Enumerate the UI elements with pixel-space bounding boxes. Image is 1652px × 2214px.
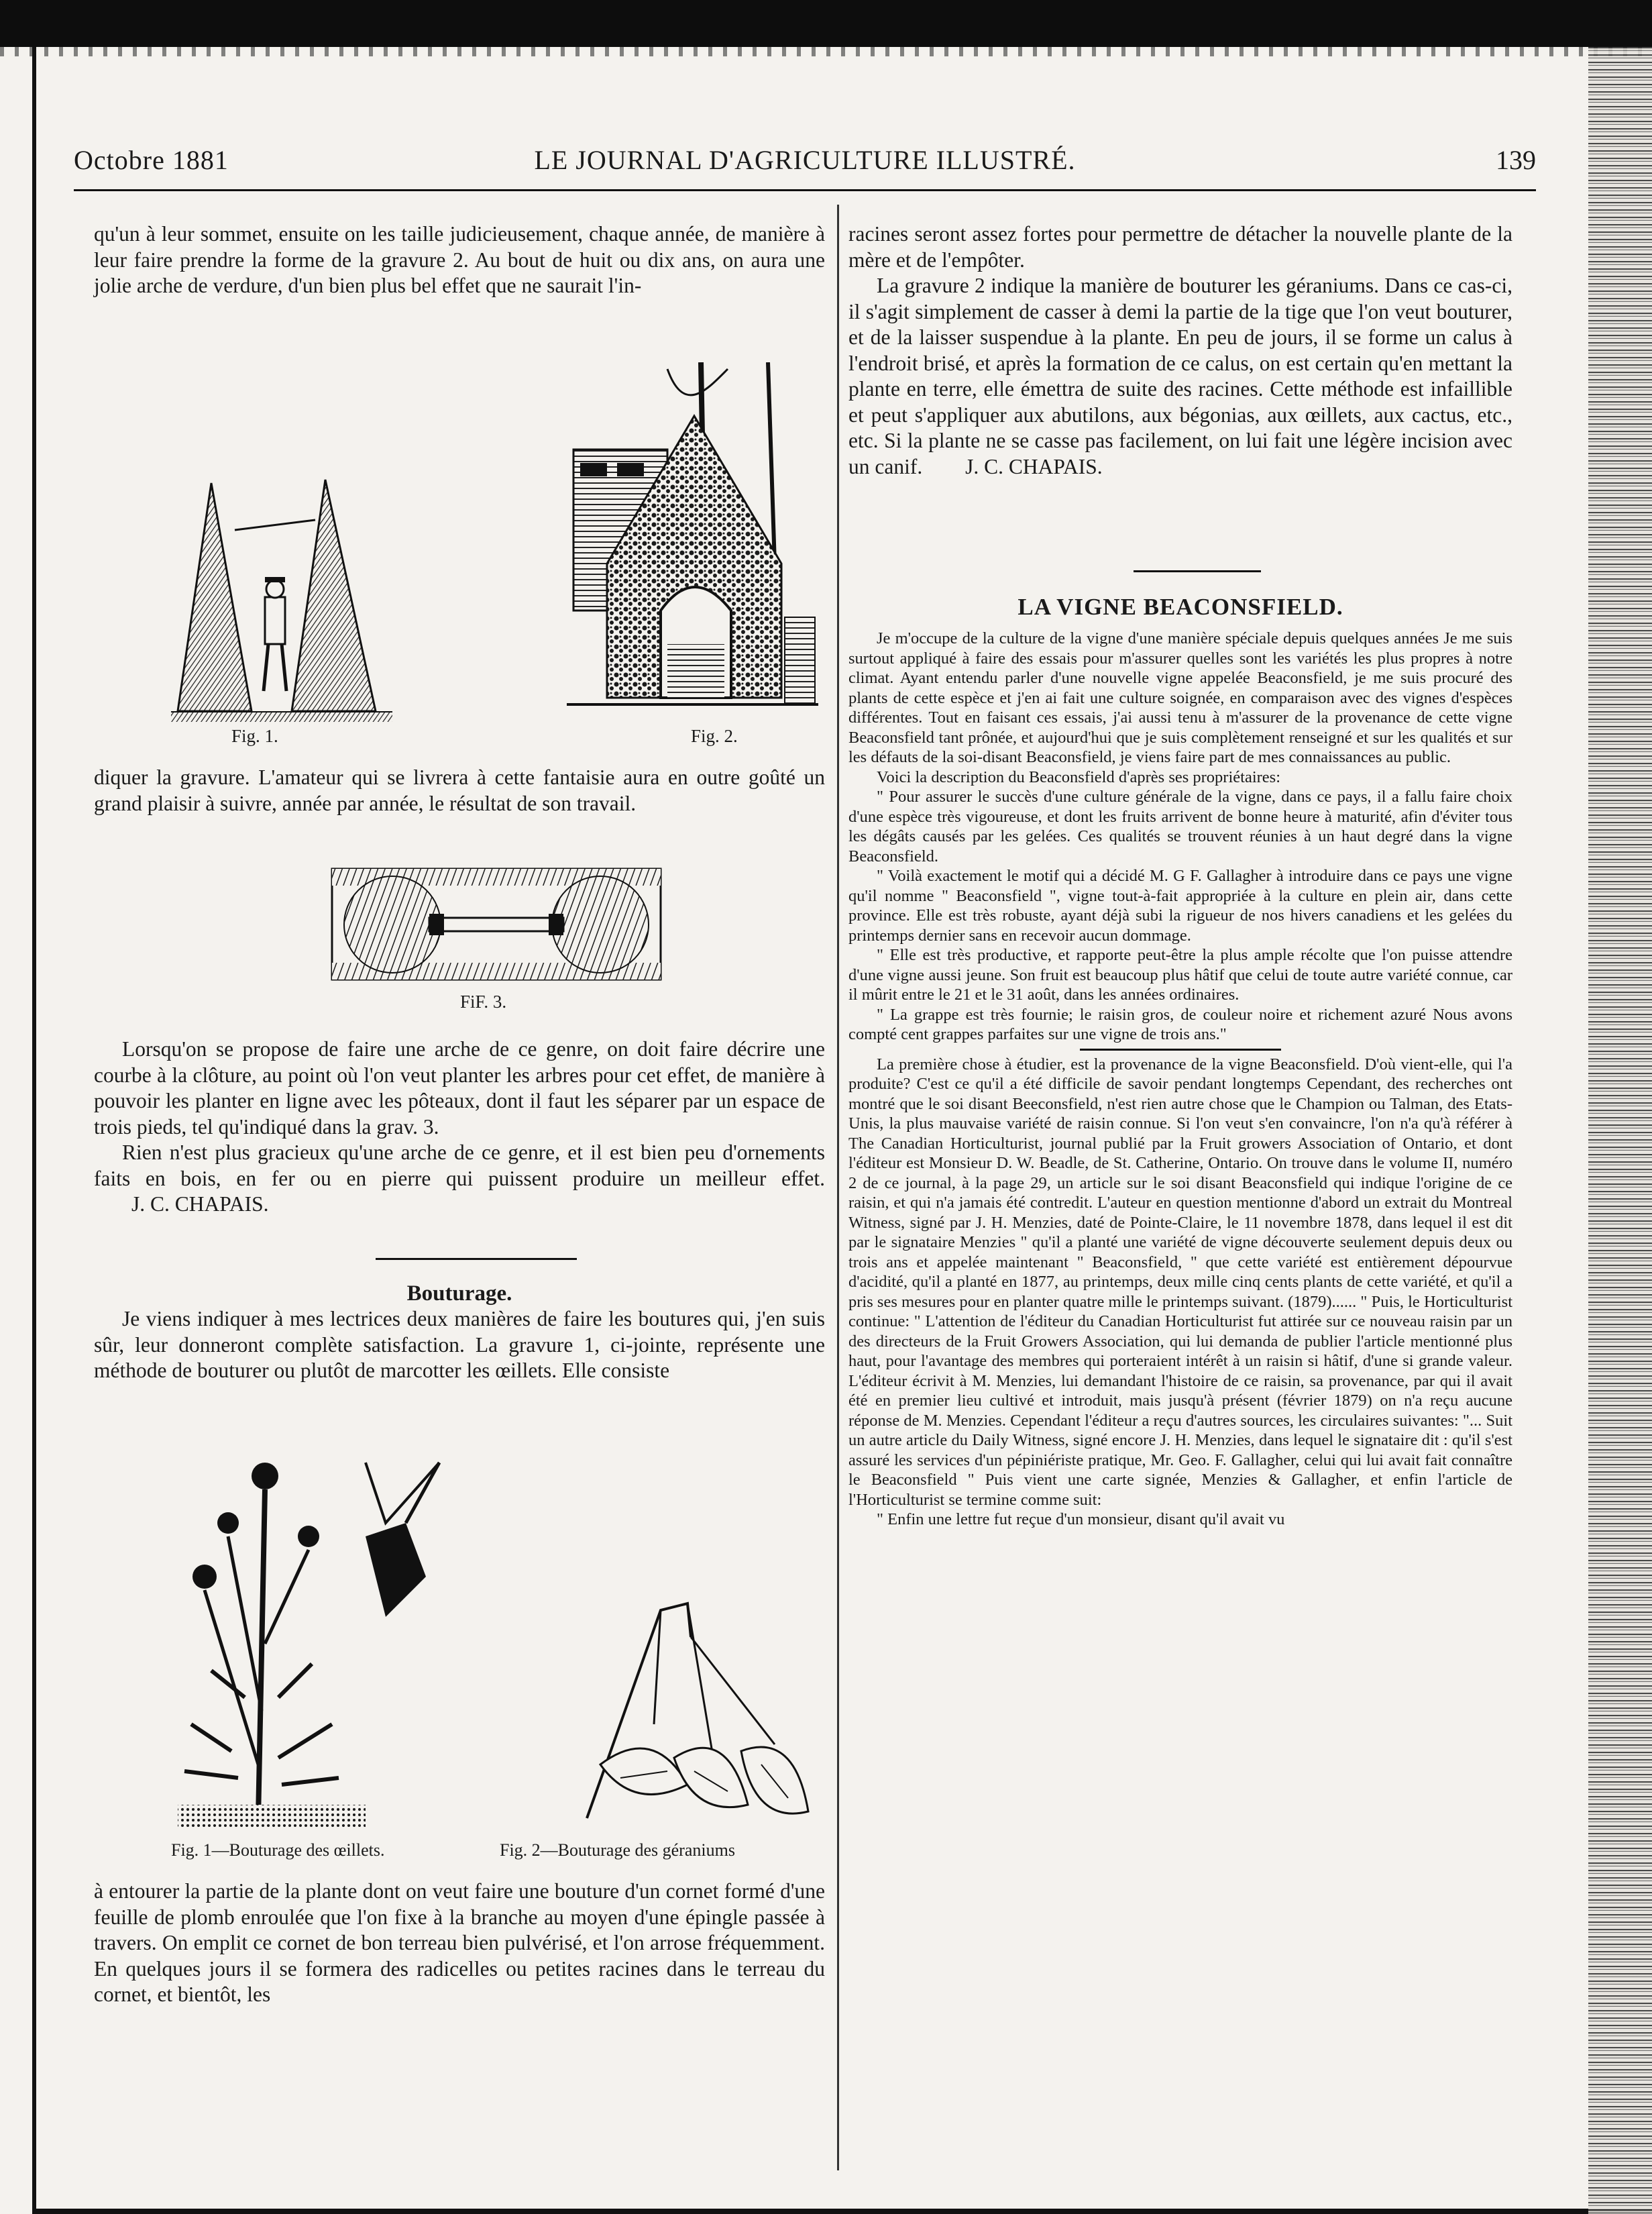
- signature-chapais-2: J. C. CHAPAIS.: [965, 454, 1103, 478]
- journal-title: LE JOURNAL D'AGRICULTURE ILLUSTRÉ.: [534, 145, 1076, 175]
- geranium-paragraph: La gravure 2 indique la manière de bouturer les géraniums. Dans ce cas-ci, il s'agit simplement de casser à demi la partie de la tige que l'on veut bouturer, et de la laisser suspendue à la plante. En peu de jours, il se forme un calus à l'endroit brisé, et après la formation de ce calus, on est certain qu'en mettant la plante en terre, elle émettra de suite des racines. Cette méthode est infaillible et peut s'appliquer aux abutilons, aux bégonias, aux œillets, aux cactus, etc., etc. Si la plante ne se casse pas facilement, on lui fait une légère incision avec un canif.: [848, 274, 1512, 478]
- vigne-paragraph-4: " Voilà exactement le motif qui a décidé M. G F. Gallagher à introduire dans ce pays une vigne qu'il nomme " Beaconsfield ", vigne tout-à-fait appropriée à la culture en plein air, dans cette province. Elle est très robuste, ayant déjà subi la rigueur de nos hivers canadiens et les gelées du printemps dernier sans en recevoir aucun dommage.: [848, 867, 1512, 945]
- section-rule-1: [376, 1258, 577, 1260]
- vigne-paragraph-7: La première chose à étudier, est la provenance de la vigne Beaconsfield. D'où vient-elle, qui l'a produite? C'est ce qu'il a été difficile de savoir pendant longtemps Cependant, des recherches ont montré que le soi disant Beeconsfield, n'est rien autre chose que le Champion ou Talman, des Etats-Unis, la plus mauvaise variété de raisin connue. Si l'on veut s'en convaincre, l'on n'a qu'à référer à The Canadian Horticulturist, journal publié par la Fruit growers Association of Ontario, et dont l'éditeur est Monsieur D. W. Beadle, de St. Catherine, Ontario. On trouve dans le volume II, numéro 2 de ce journal, à la page 29, un article sur le soi disant Beaconsfield qui indique l'origine de ce raisin, et qui n'a jamais été contredit. L'auteur en question mentionne d'abord un extrait du Montreal Witness, signé par J. H. Menzies, daté de Pointe-Claire, le 11 novembre 1878, dans lequel il est dit par le signataire Menzies " qu'il a planté une variété de vigne découverte seulement depuis deux ou trois ans et appelée maintenant " Beaconsfield, " que cette variété est entièrement dépourvue d'acidité, qu'il a planté en 1877, au printemps, deux mille cinq cents plants de cette variété, et qu'il a pris ses mesures pour en planter quatre mille le printemps suivant. (1879)...... " Puis, le Horticulturist continue: " L'attention de l'éditeur du Canadian Horticulturist fut attirée sur ce nouveau raisin par un des directeurs de la Fruit Growers Association, qui lui demanda de publier l'article mentionné plus haut, pour l'avantage des membres qui porteraient intérêt à un raisin si hâtif, d'une si grande valeur. L'éditeur écrivit à M. Menzies, lui demandant l'histoire de ce raisin, sa provenance, par qui il avait été en premier lieu cultivé et introduit, mais jusqu'à présent (février 1879) on n'a reçu aucune réponse de M. Menzies. Cependant l'éditeur a reçu d'autres sources, les circulaires suivantes: "... Suit un autre article du Daily Witness, signé encore J. H. Menzies, dans lequel le signataire dit : qu'il s'est assuré les services d'un pépiniériste pratique, Mr. Geo. F. Gallagher, celui qui lui avait fait connaître le Beaconsfield " Puis vient une carte signée, Menzies & Gallagher, et enfin l'article de l'Horticulturist se termine comme suit:: [848, 1055, 1512, 1509]
- fig1-caption: Fig. 1.: [231, 726, 278, 746]
- page-number: 139: [1496, 145, 1536, 175]
- bottom-paragraph: à entourer la partie de la plante dont on veut faire une bouture d'un cornet formé d'une feuille de plomb enroulée que l'on fixe à la branche au moyen d'une épingle passée à travers. On emplit ce cornet de bon terreau bien pulvérisé, et l'on arrose fréquemment. En quelques jours il se formera des radicelles ou petites racines dans le terreau du cornet, et bientôt, les: [94, 1879, 825, 2006]
- fig-carnation-illustration: [164, 1442, 446, 1832]
- scan-top-band: [0, 0, 1652, 47]
- vigne-paragraph-8: " Enfin une lettre fut reçue d'un monsieur, disant qu'il avait vu: [877, 1510, 1285, 1528]
- fig2-arch-illustration: [567, 362, 822, 718]
- vigne-paragraph-6: " La grappe est très fournie; le raisin gros, de couleur noire et richement azuré Nous avons compté cent grappes parfaites sur une vigne de trois ans.": [848, 1005, 1512, 1043]
- vigne-paragraph-5: " Elle est très productive, et rapporte peut-être la plus ample récolte que l'on puisse attendre d'une vigne aussi jeune. Son fruit est beaucoup plus hâtif que celui de toute autre variété connue, car il mûrit entre le 21 et le 31 août, dans les années ordinaires.: [848, 946, 1512, 1004]
- fig3-plan-illustration: [329, 865, 664, 983]
- scan-bottom-border: [32, 2209, 1652, 2214]
- paragraph-3-block: [94, 1037, 825, 1218]
- column-divider: [837, 205, 839, 2170]
- paragraph-3: Lorsqu'on se propose de faire une arche de ce genre, on doit faire décrire une courbe à la clôture, au point où l'on veut planter les arbres pour cet effet, de manière à pouvoir les planter en ligne avec les pôteaux, dont il faut les séparer par un espace de trois pieds, tel qu'indiqué dans la grav. 3.: [94, 1037, 825, 1139]
- right-top-block: [848, 221, 1512, 480]
- fig-carnation-caption: Fig. 1—Bouturage des œillets.: [171, 1840, 385, 1860]
- section-rule-2: [1134, 570, 1261, 572]
- vigne-paragraph-1: Je m'occupe de la culture de la vigne d'une manière spéciale depuis quelques années Je me suis surtout appliqué à faire des essais pour m'assurer quelles sont les variétés les plus propres à notre climat. Ayant entendu parler d'une nouvelle vigne appelée Beaconsfield, je me suis procuré des plants de cette espèce et j'en ai fait une culture soignée, en comparaison avec des vignes d'espèces différentes. Tout en faisant ces essais, j'ai aussi tenu à m'assurer de la provenance de cette vigne Beaconsfield tant prônée, et aujourd'hui que je suis complètement renseigné et sur les qualités et sur les défauts de la soi-disant Beaconsfield, je viens faire part de mes connaissances au public.: [848, 629, 1512, 766]
- quote-end-rule: [1080, 1049, 1281, 1051]
- header-rule: [74, 189, 1536, 191]
- fig3-caption: FiF. 3.: [460, 992, 507, 1012]
- scan-right-edge: [1588, 47, 1652, 2214]
- bouturage-paragraph: Je viens indiquer à mes lectrices deux manières de faire les boutures qui, j'en suis sûr, leur donneront complète satisfaction. La gravure 1, ci-jointe, représente une méthode de bouturer ou plutôt de marcotter les œillets. Elle consiste: [94, 1307, 825, 1382]
- paragraph-2: diquer la gravure. L'amateur qui se livrera à cette fantaisie aura en outre goûté un grand plaisir à suivre, année par année, le résultat de son travail.: [94, 766, 825, 815]
- vigne-section: [848, 594, 1512, 1530]
- fig-geranium-caption: Fig. 2—Bouturage des géraniums: [500, 1840, 735, 1860]
- paragraph-4: Rien n'est plus gracieux qu'une arche de ce genre, et il est bien peu d'ornements faits en bois, en fer ou en pierre qui puissent produire un meilleur effet.: [94, 1141, 825, 1190]
- intro-paragraph-block: [94, 221, 825, 299]
- fig-geranium-illustration: [573, 1590, 828, 1838]
- vigne-paragraph-3: " Pour assurer le succès d'une culture générale de la vigne, dans ce pays, il a fallu faire choix d'une espèce très vigoureuse, et dont les fruits arrivent de bonne heure à maturité, afin d'éviter tous les dégâts causés par les gelées. Ces qualités se trouvent réunies à un haut degré dans la vigne Beaconsfield.: [848, 788, 1512, 865]
- scan-left-border: [32, 47, 36, 2214]
- intro-paragraph: qu'un à leur sommet, ensuite on les taille judicieusement, chaque année, de manière à leur faire prendre la forme de la gravure 2. Au bout de huit ou dix ans, on aura une jolie arche de verdure, d'un bien plus bel effet que ne saurait l'in-: [94, 222, 825, 297]
- bouturage-section: [94, 1281, 825, 1384]
- header-date: Octobre 1881: [74, 145, 229, 175]
- vigne-title: LA VIGNE BEACONSFIELD.: [1017, 594, 1343, 620]
- fig1-trees-illustration: [171, 476, 399, 725]
- page-header: [74, 144, 1536, 184]
- bottom-paragraph-block: [94, 1879, 825, 2008]
- vigne-paragraph-2: Voici la description du Beaconsfield d'après ses propriétaires:: [877, 768, 1280, 786]
- continuation-paragraph: racines seront assez fortes pour permettre de détacher la nouvelle plante de la mère et de l'empôter.: [848, 222, 1512, 272]
- fig2-caption: Fig. 2.: [691, 726, 738, 746]
- signature-chapais-1: J. C. CHAPAIS.: [131, 1192, 269, 1216]
- bouturage-title: Bouturage.: [406, 1281, 512, 1306]
- paragraph-2-block: [94, 765, 825, 816]
